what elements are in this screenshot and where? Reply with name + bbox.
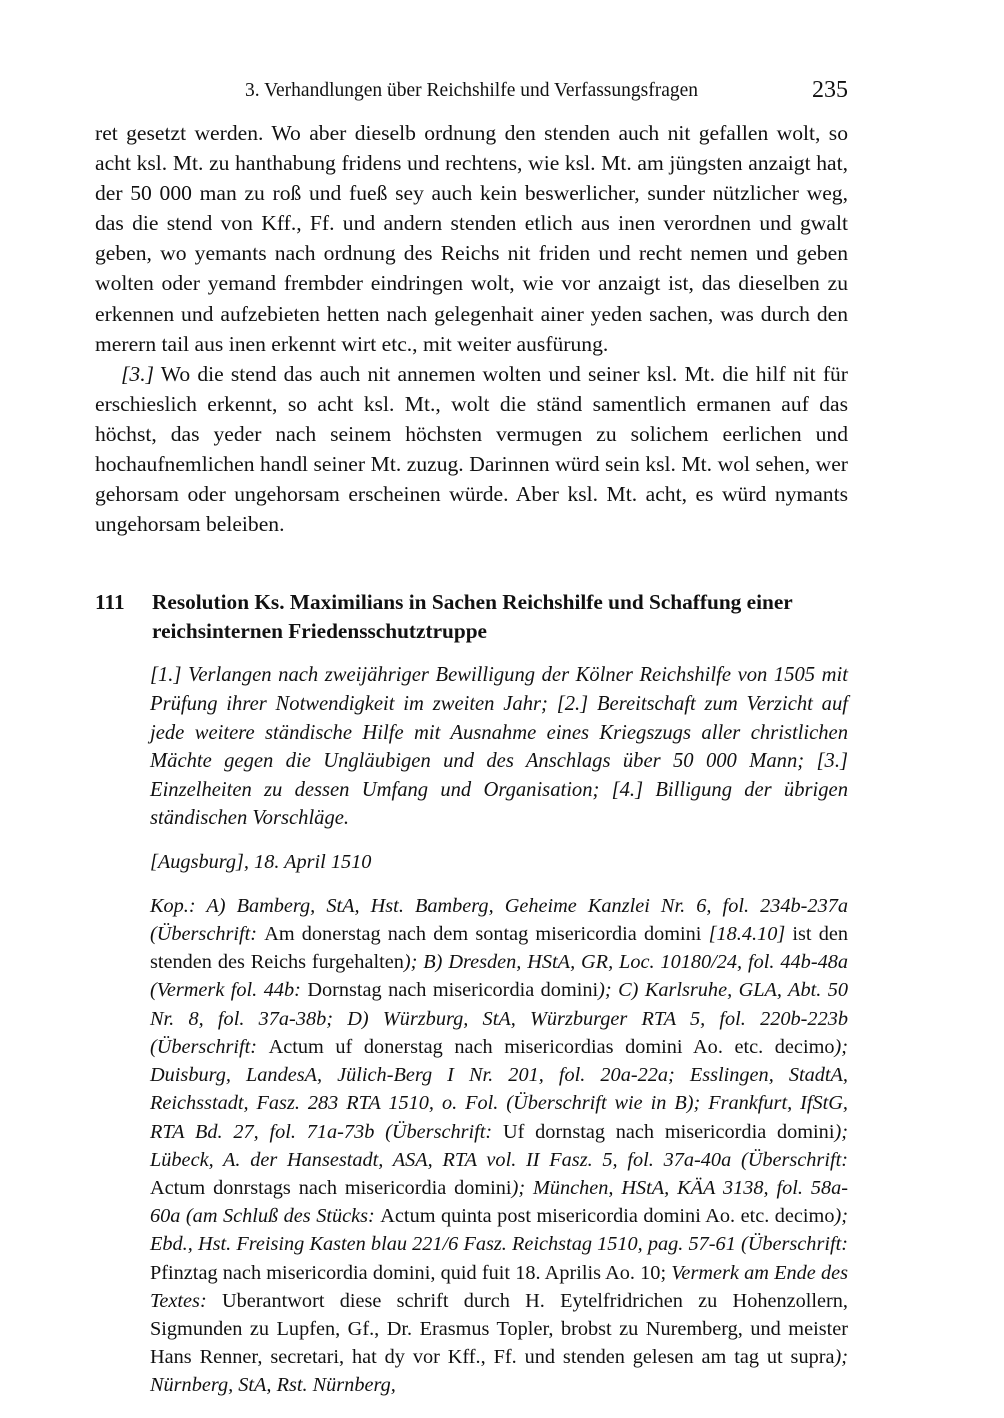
apparatus-segment: Kop.: A) Bamberg, StA, Hst. Bamberg, Geheime Kanzlei Nr. 6, fol. 234b-237a (Überschrift: (150, 894, 848, 946)
source-apparatus (150, 892, 848, 1400)
paragraph-section-3-text: Wo die stend das auch nit annemen wolten und seiner ksl. Mt. die hilf nit für erschieslich erkennt, so acht ksl. Mt., wolt die ständ samentlich ermanen auf das höchst, das yeder nach seinem höchsten vermugen zu solichem eerlichen und hochaufnemlichen handl seiner Mt. zuzug. Darinnen würd sein ksl. Mt. wol sehen, wer gehorsam oder ungehorsam erscheinen würde. Aber ksl. Mt. acht, es würd nymants ungehorsam beleiben. (95, 361, 848, 537)
apparatus-segment: ); C) Karlsruhe, GLA, Abt. 50 Nr. 8, fol. 37a-38b; D) Würzburg, StA, Würzburger RTA 5, fol. 220b-223b (Überschrift: (150, 979, 849, 1058)
section-marker-3: [3.] (121, 361, 155, 386)
text-column (95, 118, 848, 1400)
apparatus-segment: Actum quinta post misericordia domini Ao. etc. decimo (380, 1205, 835, 1228)
running-head-title: 3. Verhandlungen über Reichshilfe und Verfassungsfragen (244, 80, 699, 101)
article-title: Resolution Ks. Maximilians in Sachen Reichshilfe und Schaffung einer reichsinternen Friedensschutztruppe (152, 590, 793, 644)
apparatus-segment: Uberantwort diese schrift durch H. Eytelfridrichen zu Hohenzollern, Sigmunden zu Lupfen, Gf., Dr. Erasmus Topler, brobst zu Nuremberg, und meister Hans Renner, secretari, hat dy vor Kff., Ff. und stenden gelesen am tag ut supra (150, 1289, 848, 1369)
apparatus-segment: Dornstag nach misericordia domini (307, 979, 599, 1002)
apparatus-segment: ist den stenden des Reichs furgehalten (150, 923, 848, 974)
apparatus-segment: ); Duisburg, LandesA, Jülich-Berg I Nr. 201, fol. 20a-22a; Esslingen, StadtA, Reichsstadt, Fasz. 283 RTA 1510, o. Fol. (Überschrift wie in B); Frankfurt, IfStG, RTA Bd. 27, fol. 71a-73b (Überschrift: (150, 1035, 849, 1143)
apparatus-segment: Actum uf donerstag nach misericordias domini Ao. etc. decimo (268, 1035, 835, 1058)
apparatus-segment: Actum donrstags nach misericordia domini (150, 1176, 512, 1199)
apparatus-segment: ); Ebd., Hst. Freising Kasten blau 221/6 Fasz. Reichstag 1510, pag. 57-61 (Überschrift: (150, 1205, 848, 1256)
paragraph-section-3 (95, 359, 848, 540)
article-dateline: [Augsburg], 18. April 1510 (150, 850, 372, 873)
article-number: 111 (95, 590, 125, 615)
apparatus-segment: Uf dornstag nach misericordia domini (502, 1120, 835, 1143)
apparatus-segment: [18.4.10] (708, 923, 793, 946)
article-heading (95, 588, 848, 646)
page-number: 235 (812, 77, 848, 103)
apparatus-segment: ); Lübeck, A. der Hansestadt, ASA, RTA vol. II Fasz. 5, fol. 37a-40a (Überschrift: (150, 1120, 848, 1171)
apparatus-segment: Pfinztag nach misericordia domini, quid fuit 18. Aprilis Ao. 10; (150, 1261, 672, 1284)
apparatus-segment: Vermerk am Ende des Textes: (150, 1261, 848, 1312)
apparatus-segment: ); B) Dresden, HStA, GR, Loc. 10180/24, fol. 44b-48a (Vermerk fol. 44b: (150, 951, 848, 1002)
apparatus-segment: ); München, HStA, KÄA 3138, fol. 58a-60a (am Schluß des Stücks: (150, 1176, 848, 1228)
article-regest: [1.] Verlangen nach zweijähriger Bewilligung der Kölner Reichshilfe von 1505 mit Prüfung ihrer Notwendigkeit im zweiten Jahr; [2.] Bereitschaft zum Verzicht auf jede weitere ständische Hilfe mit Ausnahme eines Kriegszugs aller christlichen Mächte gegen die Ungläubigen und des Anschlags über 50 000 Mann; [3.] Einzelheiten zu dessen Umfang und Organisation; [4.] Billigung der übrigen ständischen Vorschläge. (150, 664, 848, 830)
apparatus-segment: Am donerstag nach dem sontag misericordia domini (264, 923, 709, 946)
apparatus-segment: ); Nürnberg, StA, Rst. Nürnberg, (150, 1346, 848, 1397)
running-head (95, 78, 848, 104)
paragraph-continuation: ret gesetzt werden. Wo aber dieselb ordnung den stenden auch nit gefallen wolt, so acht ksl. Mt. zu hanthabung fridens und rechtens, wie ksl. Mt. am jüngsten anzaigt hat, der 50 000 man zu roß und fueß sey auch kein beswerlicher, sunder nützlicher weg, das die stend von Kff., Ff. und andern stenden etlich aus inen verordnen und gwalt geben, wo yemants nach ordnung des Reichs nit friden und recht nemen und geben wolten oder yemand frembder eindringen wolt, wie vor anzaigt ist, das dieselben zu erkennen und aufzebieten hetten nach gelegenhait ainer yeden sachen, was durch den merern tail aus inen erkennt wirt etc., mit weiter ausfürung. (95, 121, 848, 356)
